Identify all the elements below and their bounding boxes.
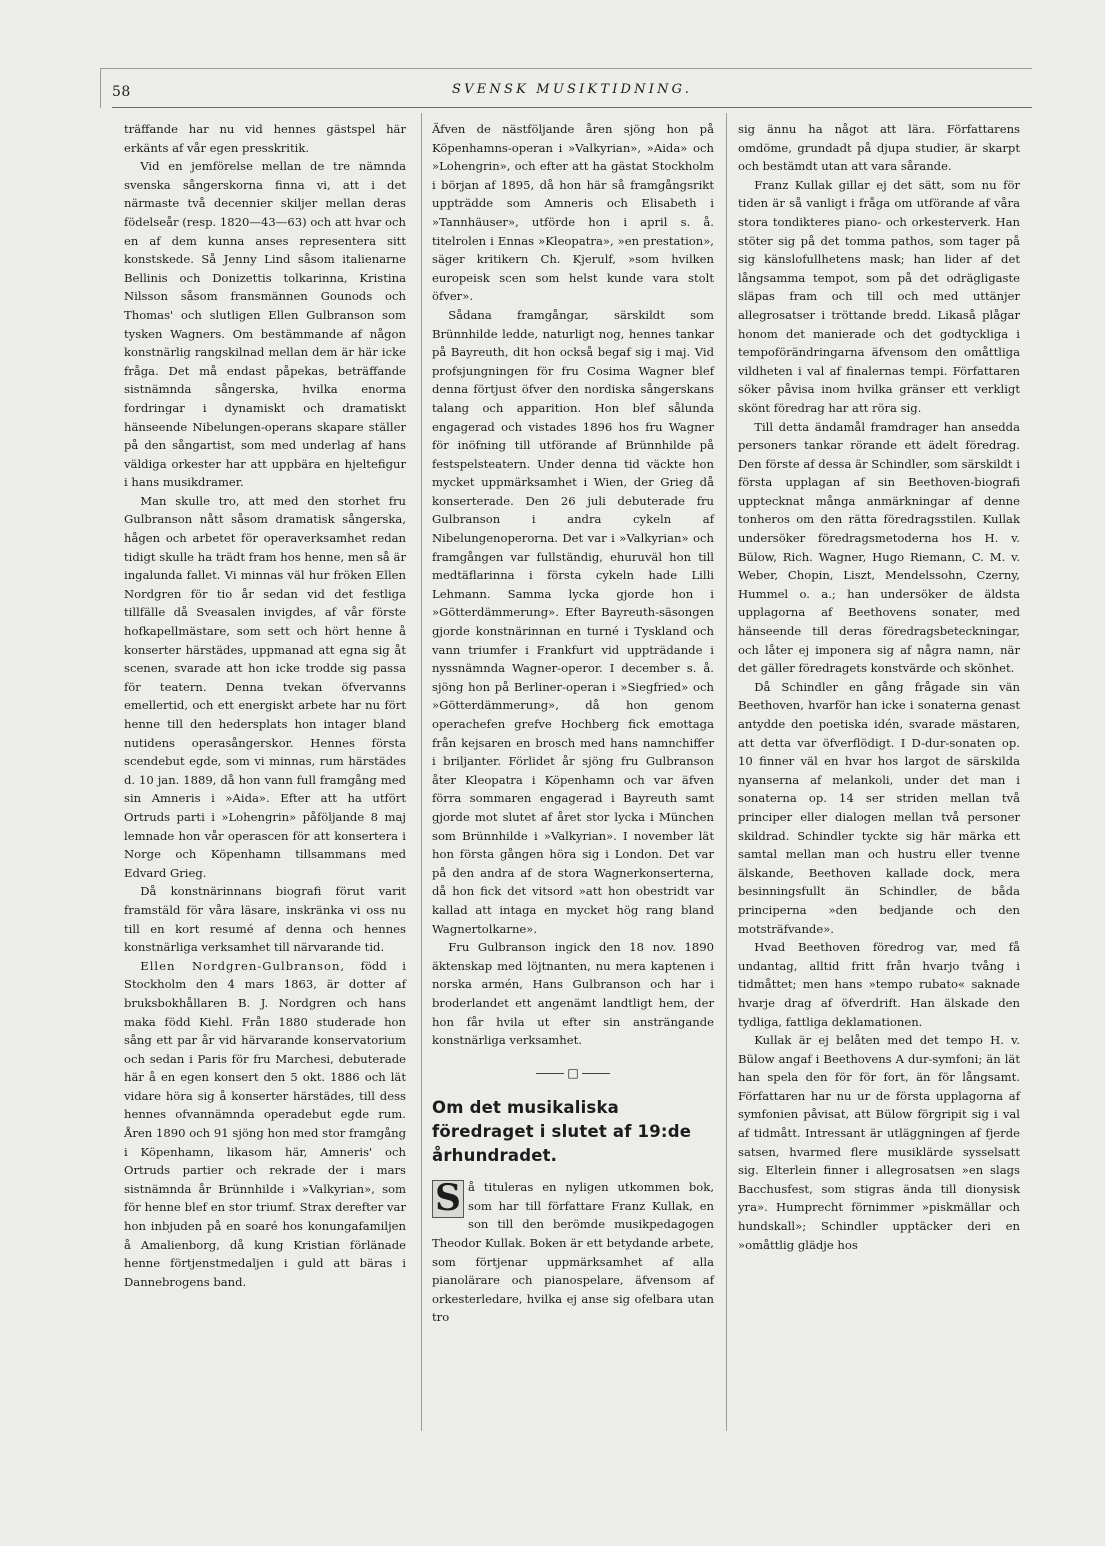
- paragraph: Fru Gulbranson ingick den 18 nov. 1890 äktenskap med löjtnanten, nu mera kaptenen i norska armén, Hans Gulbranson och har i broderlandet ett angenämt landtligt hem, der hon får hvila ut efter sin ansträngande konstnärliga verksamhet.: [432, 940, 714, 1048]
- paragraph: Äfven de nästföljande åren sjöng hon på Köpenhamns-operan i »Valkyrian», »Aida» och »Lohengrin», och efter att ha gästat Stockholm i början af 1895, då hon här så framgångsrikt uppträdde som Amneris och Elisabeth i »Tannhäuser», utförde hon i april s. å. titelrolen i Ennas »Kleopatra», »en prestation», säger kritikern Ch. Kjerulf, »som hvilken europeisk scen som helst kunde vara stolt öfver».: [432, 122, 714, 304]
- paragraph: Kullak är ej belåten med det tempo H. v. Bülow angaf i Beethovens A dur-symfoni; än lät han spela den för för fort, än för långsamt. Författaren har nu ur de första upplagorna af symfonien påvisat, att Bülow förgripit sig i val af tidmått. Intressant är utläggningen af fjerde satsen, hvarmed flere musiklärde sysselsatt sig. Elterlein finner i allegrosatsen »en slags Bacchusfest, som stigras ända till dionysisk yra». Humprecht förnimmer »piskmällar och hundskall»; Schindler upptäcker deri en »omåttlig glädje hos: [738, 1033, 1020, 1252]
- frame-left-rule: [100, 68, 101, 108]
- header-rule: [112, 107, 1032, 108]
- running-title: SVENSK MUSIKTIDNING.: [452, 82, 693, 97]
- paragraph: Vid en jemförelse mellan de tre nämnda svenska sångerskorna finna vi, att i det närmaste två decennier skiljer mellan deras födelseår (resp. 1820—43—63) och att hvar och en af dem kunna anses representera sitt konstskede. Så Jenny Lind såsom italienarne Bellinis och Donizettis tolkarinna, Kristina Nilsson såsom fransmännen Gounods och Thomas' och slutligen Ellen Gulbranson som tysken Wagners. Om bestämmande af någon konstnärlig rangskilnad mellan dem är här icke fråga. Det må endast påpekas, beträffande sistnämnda sångerska, hvilka enorma fordringar i dynamiskt och dramatiskt hänseende Nibelungen-operans skapare ställer på den sångartist, som med underlag af hans väldiga orkester har att uppbära en hjeltefigur i hans musikdramer.: [124, 159, 406, 490]
- drop-cap: S: [432, 1180, 464, 1218]
- paragraph: Sådana framgångar, särskildt som Brünnhilde ledde, naturligt nog, hennes tankar på Bayreuth, dit hon också begaf sig i maj. Vid profsjungningen för fru Cosima Wagner blef denna förtjust öfver den nordiska sångerskans talang och apparition. Hon blef sålunda engagerad och vistades 1896 hos fru Wagner för inöfning till utförande af Brünnhilde på festspelsteatern. Under denna tid väckte hon mycket uppmärksamhet i Wien, der Grieg då konserterade. Den 26 juli debuterade fru Gulbranson i andra cykeln af Nibelungenoperorna. Det var i »Valkyrian» och framgången var fullständig, ehuruväl hon till medtäflarinna i första cykeln hade Lilli Lehmann. Samma lycka gjorde hon i »Götterdämmerung». Efter Bayreuth-säsongen gjorde konstnärinnan en turné i Tyskland och vann triumfer i Frankfurt vid uppträdande i nyssnämnda Wagner-operor. I december s. å. sjöng hon på Berliner-operan i »Siegfried» och »Götterdämmerung», då hon genom operachefen grefve Hochberg fick emottaga från kejsaren en brosch med hans namnchiffer i briljanter. Förlidet år sjöng fru Gulbranson åter Kleopatra i Köpenhamn och var äfven förra sommaren engagerad i Bayreuth samt gjorde mot slutet af året stor lycka i München som Brünnhilde i »Valkyrian». I november lät hon första gången höra sig i London. Det var på den andra af de stora Wagnerkonserterna, då hon fick det vitsord »att hon obestridt var kallad att intaga en mycket hög rang bland Wagnertolkarne».: [432, 307, 714, 936]
- biography-text: född i Stockholm den 4 mars 1863, är dotter af bruksbokhållaren B. J. Nordgren och hans maka född Kiehl. Från 1880 studerade hon sång ett par år vid härvarande konservatorium och sedan i Paris för fru Marchesi, debuterade här å en egen konsert den 5 okt. 1886 och lät vidare höra sig å konserter härstädes, till dess hennes ofvannämnda operadebut egde rum. Åren 1890 och 91 sjöng hon med stor framgång i Köpenhamn, likasom här, Amneris' och Ortruds partier och rekrade der i mars sistnämnda år Brünnhilde i »Valkyrian», som för henne blef en stor triumf. Strax derefter var hon inbjuden på en soaré hos konungafamiljen å Amalienborg, då kung Kristian förlänade henne förtjenstmedaljen i guld att bäras i Dannebrogens band.: [124, 958, 406, 1289]
- paragraph: Hvad Beethoven föredrog var, med få undantag, alltid fritt från hvarjo tvång i tidmåttet; men hans »tempo rubato« saknade hvarje drag af öfverdrift. Han älskade den tydliga, fattliga deklamationen.: [738, 940, 1020, 1029]
- frame-top-rule: [100, 68, 1032, 69]
- article-title: Om det musikaliska föredraget i slutet af 19:de århundradet.: [432, 1098, 692, 1166]
- name-lead: Ellen Nordgren-Gulbranson,: [140, 958, 346, 973]
- paragraph: träffande har nu vid hennes gästspel här erkänts af vår egen presskritik.: [124, 122, 406, 155]
- paragraph: sig ännu ha något att lära. Författarens omdöme, grundadt på djupa studier, är skarpt och bestämdt utan att vara sårande.: [738, 122, 1020, 174]
- paragraph: Franz Kullak gillar ej det sätt, som nu för tiden är så vanligt i fråga om utförande af våra stora tondikteres piano- och orkesterverk. Han stöter sig på det tomma pathos, som tager på sig känslofullhetens mask; han lider af det långsamma tempot, som på det odrägligaste släpas fram och till och med uttänjer allegrosatser i tröttande bredd. Likaså plågar honom det manierade och det godtyckliga i tempoförändringarna äfvensom den omåttliga vildheten i val af finalernas tempi. Författaren söker påvisa inom hvilka gränser ett verkligt skönt föredrag har att röra sig.: [738, 177, 1020, 415]
- column-left: [124, 120, 406, 1291]
- article-intro: [432, 1178, 714, 1327]
- paragraph: Då Schindler en gång frågade sin vän Beethoven, hvarför han icke i sonaterna genast antydde den poetiska idén, svarade mästaren, att detta var öfverflödigt. I D-dur-sonaten op. 10 finner väl en hvar hos largot de särskilda nyanserna af melankoli, under det man i sonaterna op. 14 ser striden mellan två principer eller dialogen mellan två personer skildrad. Schindler tyckte sig här märka ett samtal mellan man och hustru eller tvenne älskande, Beethoven kallade dock, mera besinningsfullt än Schindler, de båda principerna »den bedjande och den motsträfvande».: [738, 679, 1020, 936]
- divider-ornament-icon: □: [567, 1065, 579, 1080]
- paragraph: Man skulle tro, att med den storhet fru Gulbranson nått såsom dramatisk sångerska, hågen och arbetet för operaverksamhet redan tidigt skulle ha trädt fram hos henne, men så är ingalunda fallet. Vi minnas väl hur fröken Ellen Nordgren för tio år sedan vid det festliga tillfälle då Sveasalen invigdes, af vår förste hofkapellmästare, som sett och hört henne å konserter härstädes, uppmanad att egna sig åt scenen, svarade att hon icke trodde sig passa för teatern. Denna tvekan öfvervanns emellertid, och ett energiskt arbete har nu fört henne till den hedersplats hon intager bland nutidens operasångerskor. Hennes första scendebut egde, som vi minnas, rum härstädes d. 10 jan. 1889, då hon vann full framgång med sin Amneris i »Aida». Efter att ha utfört Ortruds parti i »Lohengrin» påföljande 8 maj lemnade hon vår operascen för att konsertera i Norge och Köpenhamn tillsammans med Edvard Grieg.: [124, 493, 406, 880]
- section-divider: [432, 1064, 714, 1083]
- article-intro-text: å tituleras en nyligen utkommen bok, som har till författare Franz Kullak, en son till den berömde musikpedagogen Theodor Kullak. Boken är ett betydande arbete, som förtjenar uppmärksamhet af alla pianolärare och pianospelare, äfvensom af orkesterledare, hvilka ej anse sig ofelbara utan tro: [432, 1180, 714, 1325]
- column-divider-right: [726, 113, 727, 1431]
- paragraph: Då konstnärinnans biografi förut varit framstäld för våra läsare, inskränka vi oss nu till en kort resumé af denna och hennes konstnärliga verksamhet till närvarande tid.: [124, 884, 406, 955]
- paragraph: Till detta ändamål framdrager han ansedda personers tankar rörande ett ädelt föredrag. Den förste af dessa är Schindler, som särskildt i första upplagan af sin Beethoven-biografi upptecknat många anmärkningar af denne tonheros om den rätta föredragsstilen. Kullak undersöker föredragsmetoderna hos H. v. Bülow, Rich. Wagner, Hugo Riemann, C. M. v. Weber, Chopin, Liszt, Mendelssohn, Czerny, Hummel o. a.; han undersöker de äldsta upplagorna af Beethovens sonater, med hänseende till deras föredragsbeteckningar, och låter ej imponera sig af några namn, när det gäller föredragets konstvärde och skönhet.: [738, 419, 1020, 676]
- divider-line: [536, 1073, 564, 1074]
- divider-line: [582, 1073, 610, 1074]
- column-divider-left: [421, 113, 422, 1431]
- paragraph-biography: [124, 957, 406, 1292]
- column-right: [738, 120, 1020, 1254]
- column-middle: [432, 120, 714, 1327]
- page-number: 58: [112, 84, 131, 100]
